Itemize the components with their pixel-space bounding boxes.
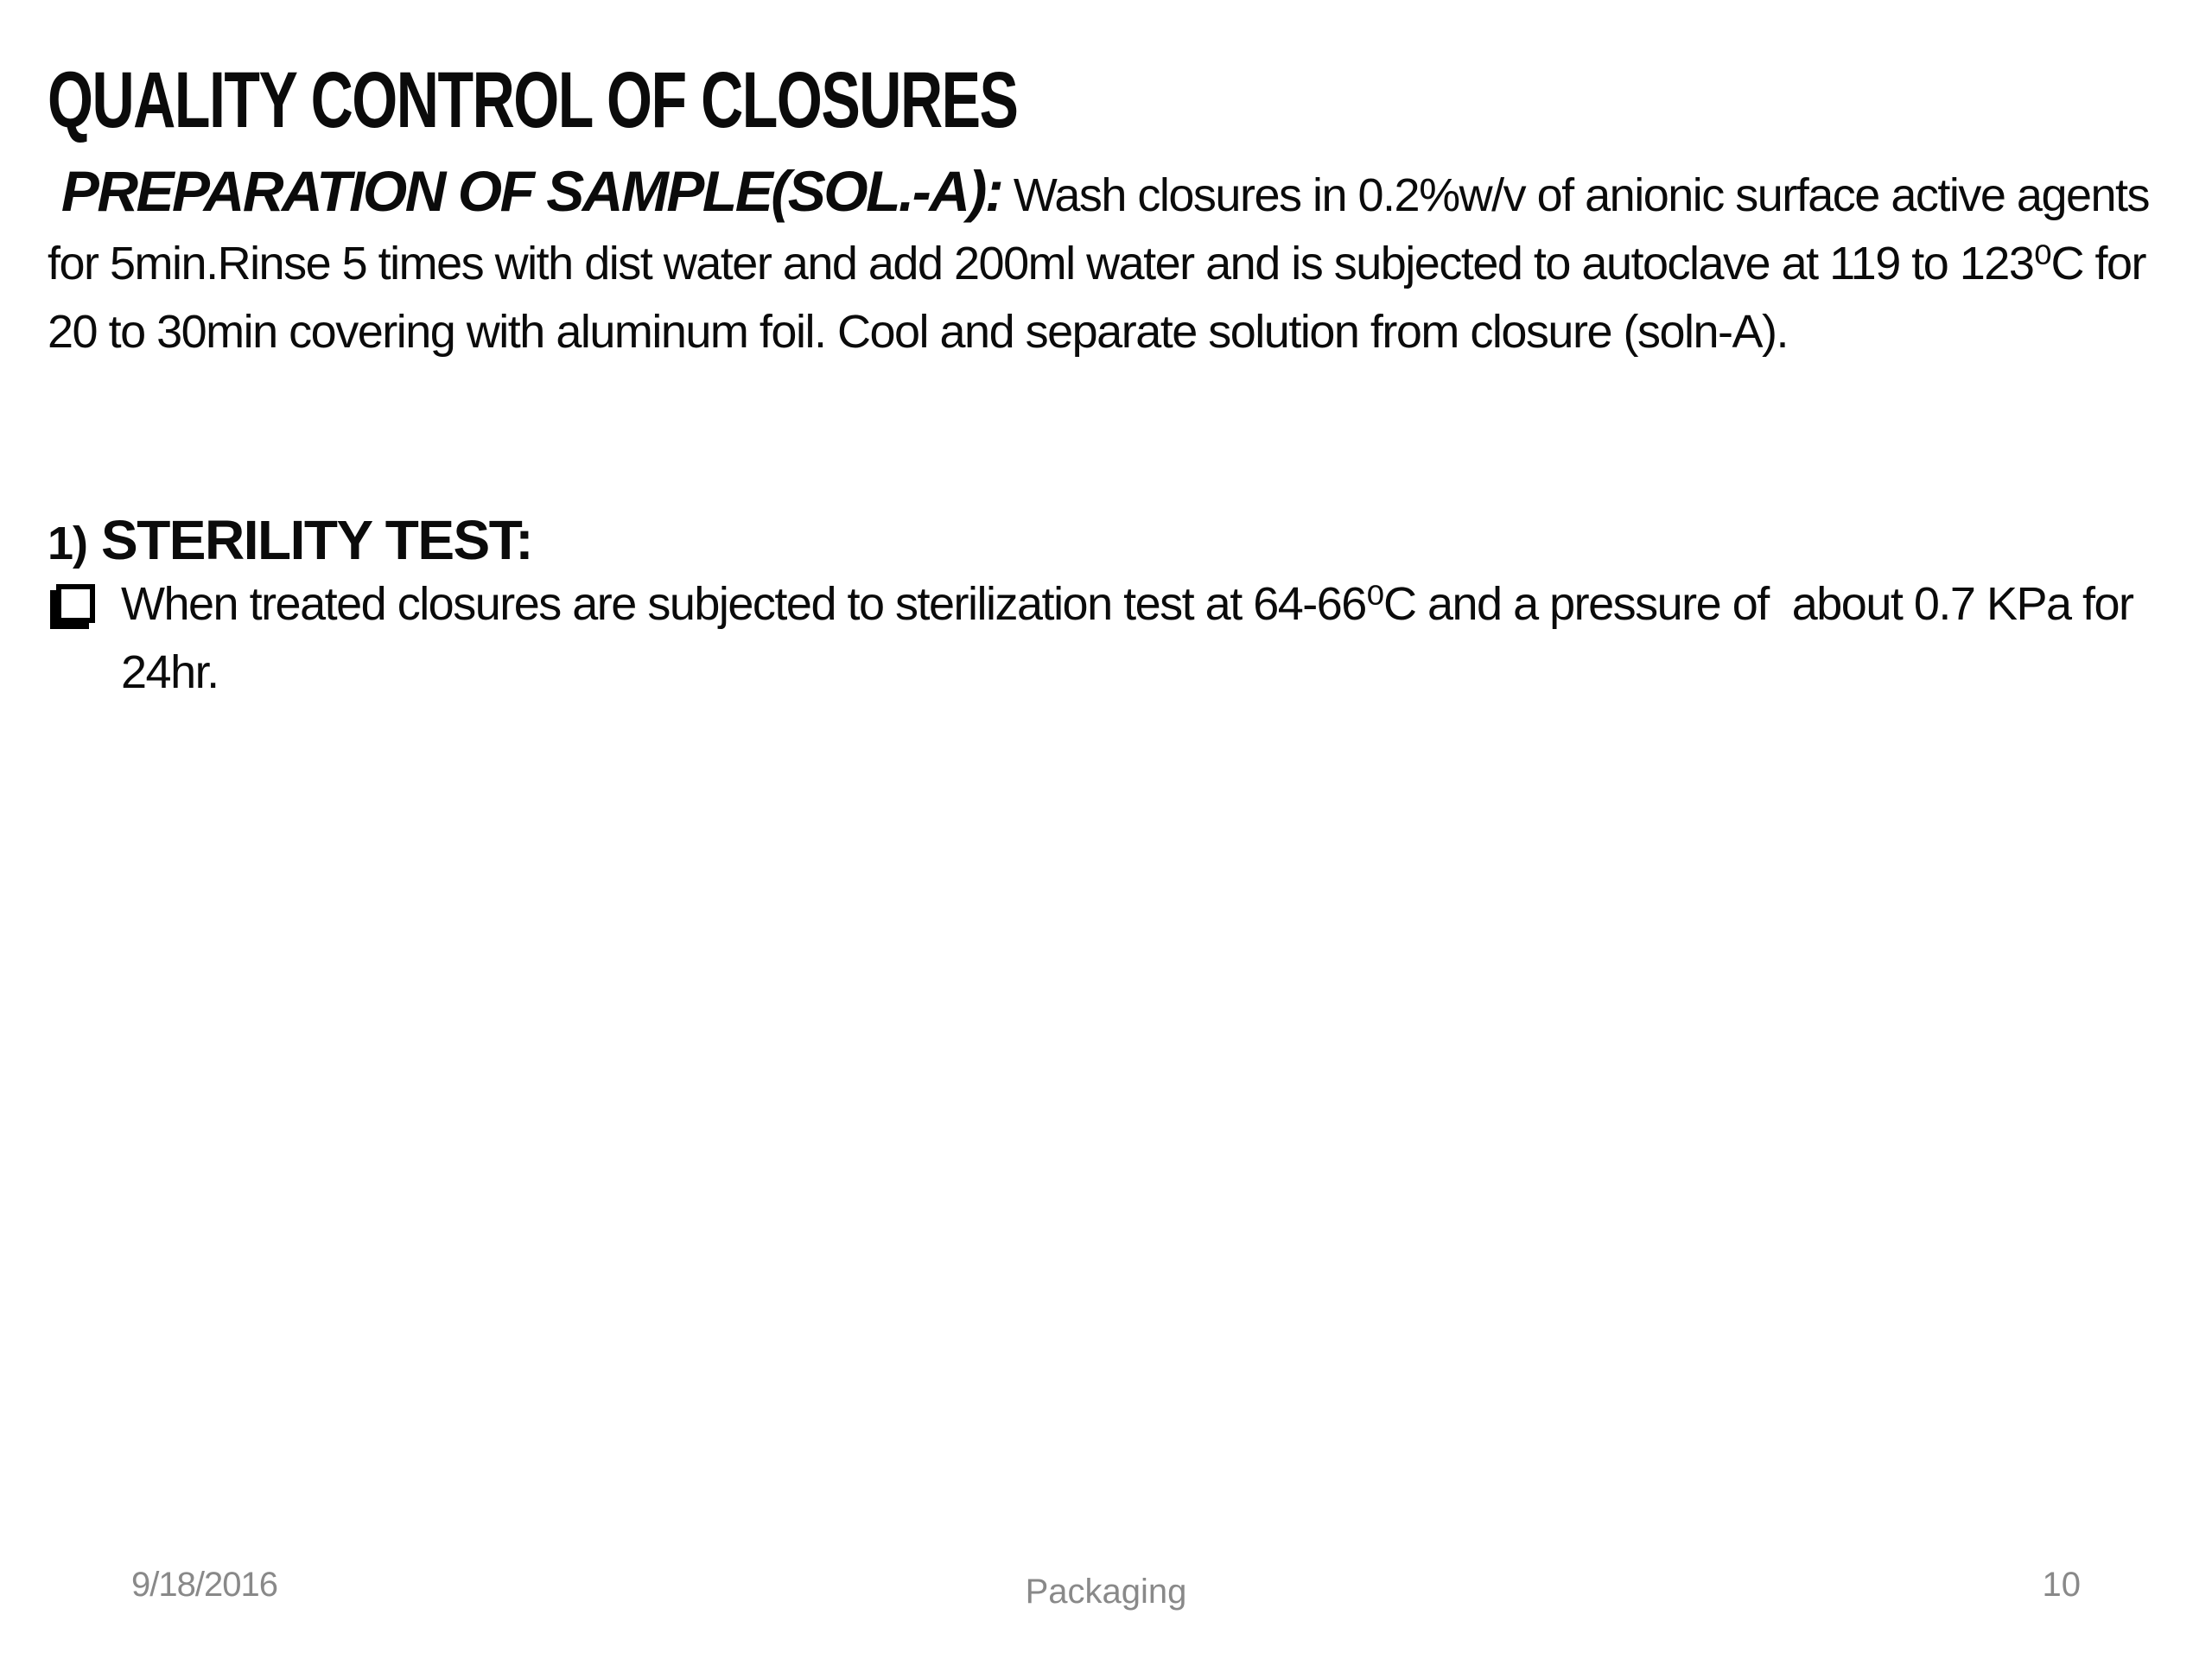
preparation-body-text: Wash closures in 0.2%w/v of anionic surface active agents for 5min.Rinse 5 times with dist water and add 200ml water and is subjected to autoclave at 119 to 123⁰C for 20 to 30min covering with aluminum foil. Cool and separate solution from closure (soln-A). (48, 169, 2161, 358)
preparation-heading: PREPARATION OF SAMPLE(SOL.-A): (48, 159, 1002, 223)
section-number: 1) (48, 518, 88, 569)
footer-section-label: Packaging (1025, 1573, 1187, 1611)
bullet-item (48, 570, 2182, 707)
footer-date: 9/18/2016 (131, 1566, 277, 1604)
section-title: STERILITY TEST: (101, 509, 533, 571)
preparation-paragraph (48, 157, 2173, 366)
bullet-text: When treated closures are subjected to sterilization test at 64-66⁰C and a pressure of about 0.7 KPa for 24hr. (121, 578, 2145, 698)
section-heading (48, 508, 532, 572)
checkbox-bullet-icon (56, 584, 95, 623)
slide-title: QUALITY CONTROL OF CLOSURES (48, 56, 1018, 144)
footer-page-number: 10 (2042, 1566, 2081, 1604)
